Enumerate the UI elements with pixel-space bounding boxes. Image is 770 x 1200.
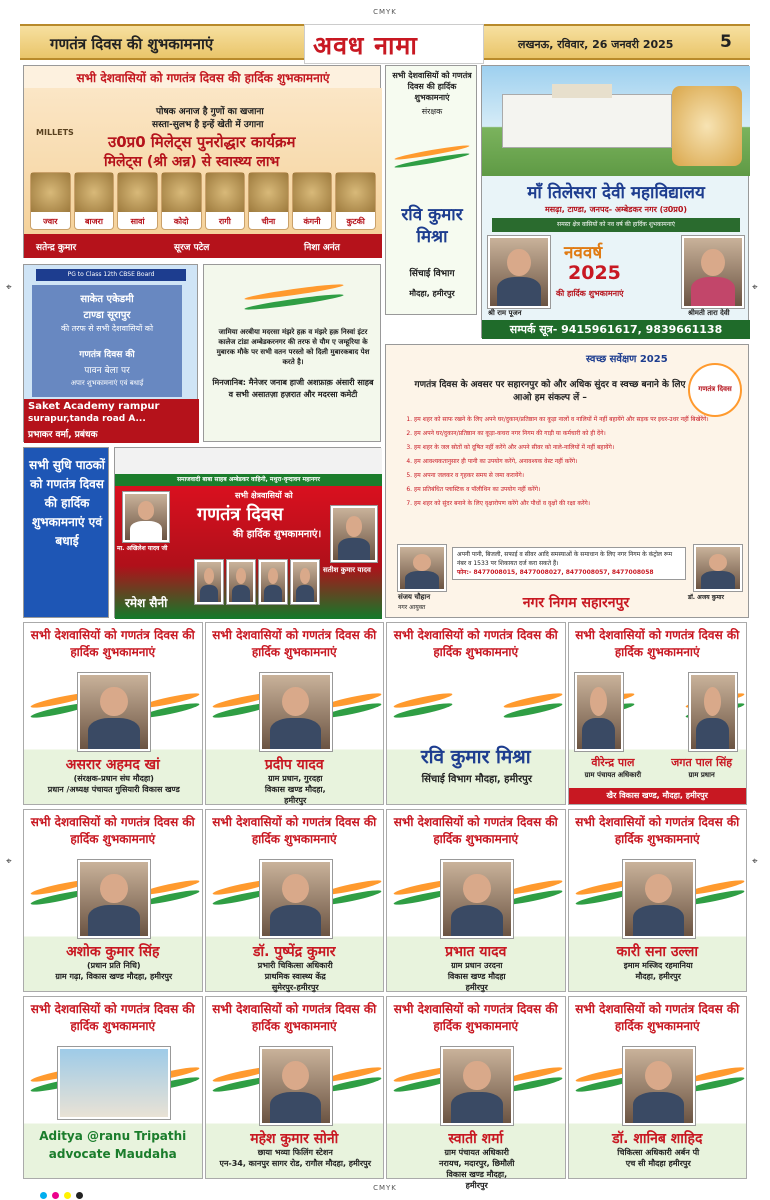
- official2-name: डॉ. अजय कुमार: [688, 594, 724, 601]
- person-photo: [291, 560, 319, 604]
- greeting-card: [568, 996, 748, 1179]
- masthead: [20, 24, 750, 60]
- card-name: डॉ. पुष्पेंद्र कुमार: [252, 944, 336, 960]
- pledge-item: 7. हम शहर को सुंदर बनाने के लिए वृक्षारोपण करेंगे और पौधों व वृक्षों की रक्षा करेंगे।: [414, 499, 734, 508]
- card-heading: सभी देशवासियों को गणतंत्र दिवस की हार्दिक शुभकामनाएं: [393, 628, 558, 659]
- card-heading: सभी देशवासियों को गणतंत्र दिवस की हार्दिक शुभकामनाएं: [212, 815, 377, 846]
- flag-swoosh-icon: [244, 279, 344, 315]
- ad-nagar-nigam: [385, 344, 749, 618]
- survey-title: स्वच्छ सर्वेक्षण 2025: [586, 354, 668, 365]
- person-photo: [689, 673, 737, 751]
- card-detail: हमीरपुर: [284, 796, 307, 805]
- pledge-list: [404, 415, 734, 513]
- grain-row: [30, 172, 376, 230]
- millets-subtitle: मिलेट्स (श्री अन्न) से स्वास्थ्य लाभ: [104, 154, 280, 170]
- person-photo: [78, 673, 150, 751]
- flag-swoosh-icon: [503, 689, 563, 725]
- registration-mark: ⌖: [752, 282, 758, 293]
- millets-heading: सभी देशवासियों को गणतंत्र दिवस की हार्दिक शुभकामनाएं: [76, 71, 330, 85]
- sp-top: समाजवादी बाबा साहब अम्बेडकर वाहिनी, मथुरा-वृन्दावन महानगर: [115, 474, 382, 486]
- greeting-card: [23, 996, 203, 1179]
- card-heading: सभी देशवासियों को गणतंत्र दिवस की हार्दिक शुभकामनाएं: [212, 628, 377, 659]
- sp-leader: मा. अखिलेश यादव जी: [117, 545, 168, 552]
- card-name: प्रभात यादव: [445, 944, 507, 960]
- flag-swoosh-icon: [393, 689, 453, 725]
- card-detail: इमाम मस्जिद रहमानिया: [623, 961, 693, 970]
- cmyk-mark-top: CMYK: [373, 8, 397, 16]
- millets-title: उ0प्र0 मिलेट्स पुनरोद्धार कार्यक्रम: [108, 133, 296, 151]
- greeting-card: [23, 809, 203, 992]
- grain-card: [74, 172, 115, 230]
- person-photo: [694, 545, 742, 591]
- card-name-2: जगत पाल सिंह: [671, 756, 733, 769]
- person-photo: [227, 560, 255, 604]
- card-detail: सुमेरपुर-हमीरपुर: [271, 983, 319, 992]
- saket-address: surapur,tanda road A...: [28, 414, 146, 424]
- card-footer: खैर विकास खण्ड, मौदहा, हमीरपुर: [569, 788, 747, 804]
- grain-card: [30, 172, 71, 230]
- card-detail: ग्राम प्रधान उरदना: [451, 961, 503, 970]
- card-detail: चिकित्सा अधिकारी अर्बन पी: [617, 1148, 700, 1157]
- millets-person-3: निशा अनंत: [304, 243, 340, 253]
- person2-name: श्रीमती तारा देवी: [688, 309, 730, 317]
- card-name: वीरेन्द्र पाल: [591, 756, 635, 769]
- section-title: गणतंत्र दिवस की शुभकामनाएं: [50, 35, 214, 53]
- college-title: माँ तिलेसरा देवी महाविद्यालय: [527, 183, 705, 203]
- saket-line2: टाण्डा सूरापुर: [83, 310, 131, 321]
- grain-label: कंगनी: [303, 217, 321, 226]
- page-number: 5: [720, 32, 732, 52]
- greeting-card: [205, 996, 385, 1179]
- sp-greeting: की हार्दिक शुभकामनाएं।: [233, 529, 322, 540]
- person-photo: [398, 545, 446, 591]
- card-name-2: advocate Maudaha: [48, 1147, 177, 1161]
- greeting-card: [386, 622, 566, 805]
- sudhi-text: सभी सुधि पाठकों को गणतंत्र दिवस की हार्दिक शुभकामनाएं एवं बधाई: [29, 458, 105, 548]
- millets-person-2: सूरज पटेल: [174, 243, 210, 253]
- person-photo: [441, 860, 513, 938]
- grain-label: कोदो: [173, 217, 189, 226]
- card-heading: सभी देशवासियों को गणतंत्र दिवस की हार्दिक शुभकामनाएं: [30, 1002, 195, 1033]
- ravi-name: रवि कुमार मिश्रा: [401, 205, 463, 247]
- card-detail: ग्राम गढ़ा, विकास खण्ड मौदहा, हमीरपुर: [55, 972, 173, 981]
- card-detail: प्रधान /अध्यक्ष पंचायत गुसियारी विकास खण्ड: [47, 785, 180, 794]
- nigam-footer: नगर निगम सहारनपुर: [522, 595, 630, 611]
- card-name: रवि कुमार मिश्रा: [420, 746, 531, 768]
- college-contact: सम्पर्क सूत्र- 9415961617, 9839661138: [482, 320, 750, 339]
- card-detail: प्राथमिक स्वास्थ्य केंद्र: [264, 972, 326, 981]
- ravi-heading: सभी देशवासियों को गणतंत्र दिवस की हार्दिक शुभकामनाएं: [392, 71, 472, 102]
- card-detail: विकास खण्ड मौदहा,: [446, 1170, 508, 1179]
- card-name: कारी सना उल्ला: [616, 944, 698, 960]
- person-photo: [260, 860, 332, 938]
- grain-card: [205, 172, 246, 230]
- pledge-item: 6. हम प्रतिबंधित प्लास्टिक व पॉलीथिन का उपयोग नहीं करेंगे।: [414, 485, 734, 494]
- grain-label: ज्वार: [43, 217, 58, 226]
- card-heading: सभी देशवासियों को गणतंत्र दिवस की हार्दिक शुभकामनाएं: [393, 1002, 558, 1033]
- madrasa-footer: मिनजानिब: मैनेजर जनाब हाजी अशफ़ाक़ अंसारी साहब व सभी असातज़ा हज़रात और मदरसा कमेटी: [212, 378, 374, 399]
- card-heading: सभी देशवासियों को गणतंत्र दिवस की हार्दिक शुभकामनाएं: [30, 815, 195, 846]
- pledge-item: 5. हम अपना जलकर व गृहकर समय से जमा करायेंगे।: [414, 471, 734, 480]
- card-heading: सभी देशवासियों को गणतंत्र दिवस की हार्दिक शुभकामनाएं: [575, 815, 740, 846]
- ravi-place: मौदहा, हमीरपुर: [409, 289, 455, 298]
- millets-line2: सस्ता-सुलभ है इन्हें खेती में उगाना: [152, 120, 264, 130]
- grain-label: चीना: [261, 217, 276, 226]
- registration-mark: ⌖: [752, 856, 758, 867]
- ad-madrasa: [203, 264, 381, 442]
- grain-label: बाजरा: [84, 217, 103, 226]
- sp-name: रमेश सैनी: [125, 596, 168, 610]
- card-heading: सभी देशवासियों को गणतंत्र दिवस की हार्दिक शुभकामनाएं: [575, 1002, 740, 1033]
- card-detail: (प्रधान प्रति निधि): [86, 961, 141, 970]
- color-bar-bottom-left: [40, 1192, 83, 1199]
- saket-line5: पावन बेला पर: [84, 366, 130, 376]
- person-photo: [682, 236, 744, 308]
- card-name: Aditya @ranu Tripathi: [39, 1129, 187, 1143]
- person-photo: [331, 506, 377, 562]
- greeting-card: [23, 622, 203, 805]
- card-detail: नरायच, मदारपुर, छिमौली: [439, 1159, 515, 1168]
- card-detail: ग्राम पंचायत अधिकारी: [444, 1148, 509, 1157]
- dateline: लखनऊ, रविवार, 26 जनवरी 2025: [518, 38, 674, 51]
- registration-mark: ⌖: [6, 856, 12, 867]
- saket-line4: गणतंत्र दिवस की: [79, 350, 135, 360]
- grain-card: [161, 172, 202, 230]
- card-detail: हमीरपुर: [465, 983, 488, 992]
- card-name: महेश कुमार सोनी: [250, 1131, 339, 1147]
- card-detail: विकास खण्ड मौदहा: [447, 972, 506, 981]
- saket-school: Saket Academy rampur: [28, 401, 160, 412]
- ad-millets: [23, 65, 381, 258]
- card-detail: प्रभारी चिकित्सा अधिकारी: [257, 961, 333, 970]
- cmyk-mark-bottom: CMYK: [373, 1184, 397, 1192]
- card-name: प्रदीप यादव: [264, 757, 324, 773]
- person-photo: [259, 560, 287, 604]
- millets-line1: पोषक अनाज है गुणों का खजाना: [156, 107, 264, 117]
- saket-line6: अपार शुभकामनाएं एवं बधाई: [70, 379, 144, 387]
- person-photo: [623, 1047, 695, 1125]
- card-detail: ग्राम प्रधान: [688, 771, 715, 779]
- sp-people-row: [195, 560, 327, 610]
- sp-title: गणतंत्र दिवस: [197, 504, 284, 525]
- person-photo: [260, 673, 332, 751]
- card-detail: ग्राम प्रधान, गुरदहा: [268, 774, 323, 783]
- greeting-card: [568, 809, 748, 992]
- nigam-phones: फोन:- 8477008015, 8477008027, 8477008057, 8477008058: [457, 569, 654, 576]
- madrasa-body: जामिया अरबीया मदरसा मंझरे हक़ व मंझरे हक़ निस्वां इंटर कालेज टांडा अम्बेडकरनगर की तरफ से यौम ए जम्हूरिया के मुबारक मौके पर सभी वतन परस्तो को दिली मुबारकबाद पेश करते है।: [216, 328, 370, 366]
- person-photo: [58, 1047, 170, 1119]
- pledge-item: 2. हम अपने घर/दुकान/प्रतिष्ठान का कूड़ा-कचरा नगर निगम की गाड़ी या कर्मचारी को ही देंगे।: [414, 429, 734, 438]
- person-photo: [78, 860, 150, 938]
- newyear-year: 2025: [568, 262, 621, 284]
- ad-ravi-small: [385, 65, 477, 315]
- ad-sudhi: [23, 447, 109, 618]
- logo: अवध नामा: [313, 31, 418, 60]
- person-photo: [488, 236, 550, 308]
- sp-name2: सतीश कुमार यादव: [323, 566, 371, 574]
- logo-box: [304, 24, 484, 64]
- grain-label: कुटकी: [346, 217, 365, 226]
- person-photo: [623, 860, 695, 938]
- pledge-item: 4. हम आवश्यकतानुसार ही पानी का उपयोग करेंगे, अनावश्यक वेस्ट नहीं करेंगे।: [414, 457, 734, 466]
- person-photo: [260, 1047, 332, 1125]
- card-name: अशोक कुमार सिंह: [66, 944, 160, 960]
- card-detail: छाया भव्या फिलिंग स्टेशन: [257, 1148, 333, 1157]
- grain-card: [335, 172, 376, 230]
- card-heading: सभी देशवासियों को गणतंत्र दिवस की हार्दिक शुभकामनाएं: [393, 815, 558, 846]
- ad-saket: [23, 264, 198, 442]
- grain-card: [292, 172, 333, 230]
- millets-brand: MILLETS: [36, 128, 74, 137]
- greeting-card: [386, 809, 566, 992]
- sp-line: सभी क्षेत्रवासियों को: [235, 491, 293, 500]
- registration-mark: ⌖: [6, 282, 12, 293]
- card-name: डॉ. शानिब शाहिद: [612, 1131, 703, 1147]
- card-detail: एन-34, कानपुर सागर रोड, रागौल मौदहा, हमीरपुर: [219, 1159, 371, 1168]
- saket-board: PG to Class 12th CBSE Board: [36, 269, 186, 281]
- republic-badge: गणतंत्र दिवस: [698, 385, 732, 393]
- ravi-role: संरक्षक: [421, 107, 443, 116]
- card-heading: सभी देशवासियों को गणतंत्र दिवस की हार्दिक शुभकामनाएं: [30, 628, 195, 659]
- card-detail: हमीरपुर: [465, 1181, 488, 1190]
- saket-person: प्रभाकर वर्मा, प्रबंधक: [28, 430, 98, 440]
- pledge-item: 3. हम शहर के जल स्रोतों को दूषित नहीं करेंगे और अपने सीवर को नाले-नालियों में नहीं बहायेंगे।: [414, 443, 734, 452]
- greeting-card: [205, 809, 385, 992]
- newyear-greeting: की हार्दिक शुभकामनाएं: [556, 289, 624, 298]
- ravi-dept: सिंचाई विभाग: [409, 269, 455, 279]
- flag-swoosh-icon: [394, 136, 470, 176]
- saket-line3: की तरफ से सभी देशवासियों को: [60, 324, 154, 333]
- nigam-contact-box: [452, 547, 686, 580]
- pledge-item: 1. हम शहर को साफ रखने के लिए अपने घर/दुकान/प्रतिष्ठान का कूड़ा नालों व नालियों में नहीं बहायेंगे और सड़क पर इधर-उधर नहीं बिखेरेंगे।: [414, 415, 734, 424]
- card-detail: सिंचाई विभाग मौदहा, हमीरपुर: [421, 774, 532, 785]
- grain-label: सावां: [130, 217, 145, 226]
- newyear-label: नववर्ष: [564, 243, 603, 263]
- greeting-card: [386, 996, 566, 1190]
- greeting-card: [205, 622, 385, 805]
- nigam-intro: गणतंत्र दिवस के अवसर पर सहारनपुर को और अधिक सुंदर व स्वच्छ बनाने के लिए आओ हम संकल्प लें –: [414, 380, 686, 403]
- official1-role: नगर आयुक्त: [398, 604, 426, 611]
- card-heading: सभी देशवासियों को गणतंत्र दिवस की हार्दिक शुभकामनाएं: [212, 1002, 377, 1033]
- grain-card: [117, 172, 158, 230]
- card-detail: ग्राम पंचायत अधिकारी: [584, 771, 642, 779]
- card-detail: (संरक्षक-प्रधान संघ मौदहा): [73, 774, 154, 783]
- college-tagline: समस्त क्षेत्र वासियों को नव वर्ष की हार्दिक शुभकामनाएं: [492, 218, 740, 232]
- college-photo: [482, 66, 750, 176]
- person1-name: श्री राम पूजन: [488, 309, 522, 317]
- person-photo: [575, 673, 623, 751]
- card-detail: एच सी मौदहा हमीरपुर: [625, 1159, 691, 1168]
- person-photo: [441, 1047, 513, 1125]
- card-detail: विकास खण्ड मौदहा,: [264, 785, 326, 794]
- saket-line1: साकेत एकेडमी: [80, 294, 134, 305]
- card-heading: सभी देशवासियों को गणतंत्र दिवस की हार्दिक शुभकामनाएं: [575, 628, 740, 659]
- nigam-contact-note: अपनी पानी, बिजली, सफाई व सीवर आदि समस्याओं के समाधान के लिए नगर निगम के कंट्रोल रूम नंबर व 1533 पर शिकायत दर्ज करा सकते हैं।: [457, 551, 673, 567]
- card-name: स्वाती शर्मा: [448, 1131, 504, 1147]
- grain-card: [248, 172, 289, 230]
- millets-person-1: सतेन्द्र कुमार: [36, 243, 77, 253]
- grain-label: रागी: [218, 217, 231, 226]
- ad-college: [481, 65, 749, 338]
- person-photo: [123, 492, 169, 542]
- ad-sp: [114, 447, 381, 618]
- card-name: असरार अहमद खां: [65, 757, 160, 773]
- college-address: मसढ़ा, टाण्डा, जनपद- अम्बेडकर नगर (उ0प्र0): [544, 205, 688, 214]
- card-detail: मौदहा, हमीरपुर: [635, 972, 681, 981]
- person-photo: [195, 560, 223, 604]
- official1-name: संजय चौहान: [398, 593, 431, 601]
- greeting-card: [568, 622, 748, 805]
